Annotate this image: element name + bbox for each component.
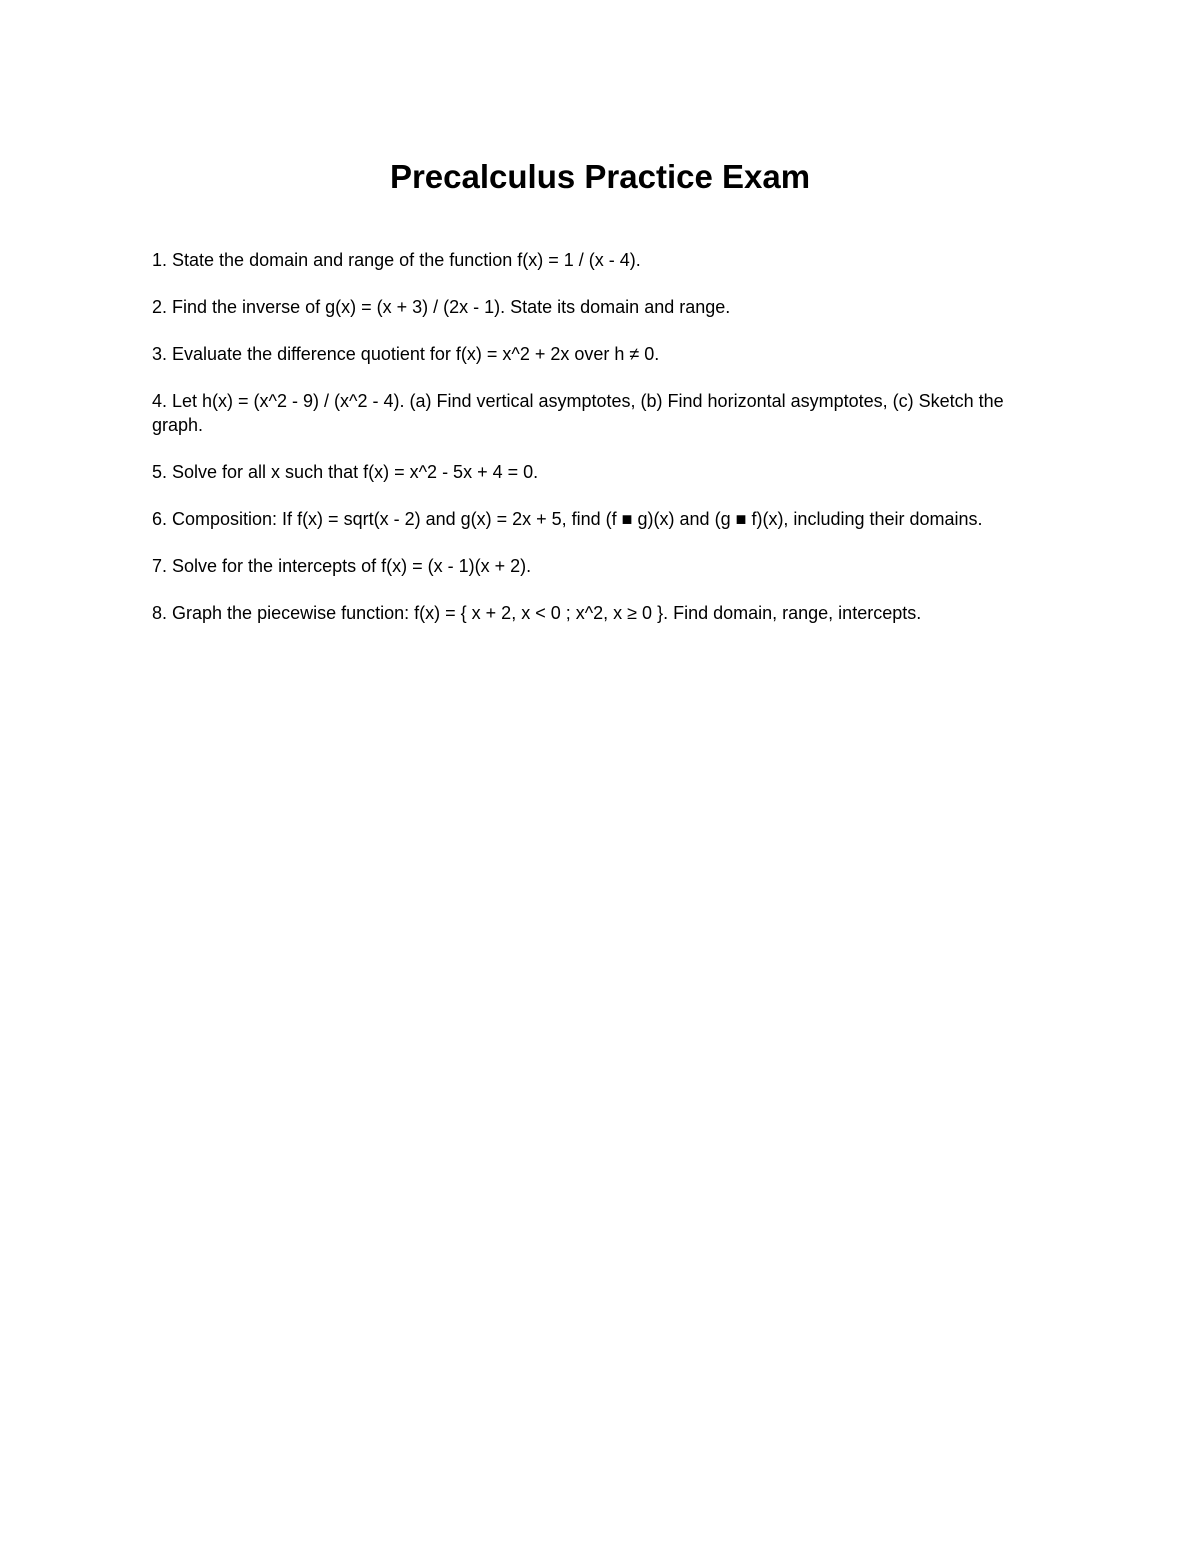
question-8: 8. Graph the piecewise function: f(x) = { x + 2, x < 0 ; x^2, x ≥ 0 }. Find domain, range, intercepts.	[152, 603, 922, 623]
question-1: 1. State the domain and range of the function f(x) = 1 / (x - 4).	[152, 250, 641, 270]
question-2: 2. Find the inverse of g(x) = (x + 3) / (2x - 1). State its domain and range.	[152, 297, 731, 317]
question-list	[152, 248, 1052, 648]
question-7: 7. Solve for the intercepts of f(x) = (x - 1)(x + 2).	[152, 556, 532, 576]
question-6: 6. Composition: If f(x) = sqrt(x - 2) and g(x) = 2x + 5, find (f ■ g)(x) and (g ■ f)(x), including their domains.	[152, 509, 983, 529]
page-title: Precalculus Practice Exam	[389, 158, 811, 195]
question-3: 3. Evaluate the difference quotient for f(x) = x^2 + 2x over h ≠ 0.	[152, 344, 660, 364]
question-5: 5. Solve for all x such that f(x) = x^2 - 5x + 4 = 0.	[152, 462, 539, 482]
question-4: 4. Let h(x) = (x^2 - 9) / (x^2 - 4). (a) Find vertical asymptotes, (b) Find horizontal asymptotes, (c) Sketch the graph.	[152, 391, 1004, 435]
